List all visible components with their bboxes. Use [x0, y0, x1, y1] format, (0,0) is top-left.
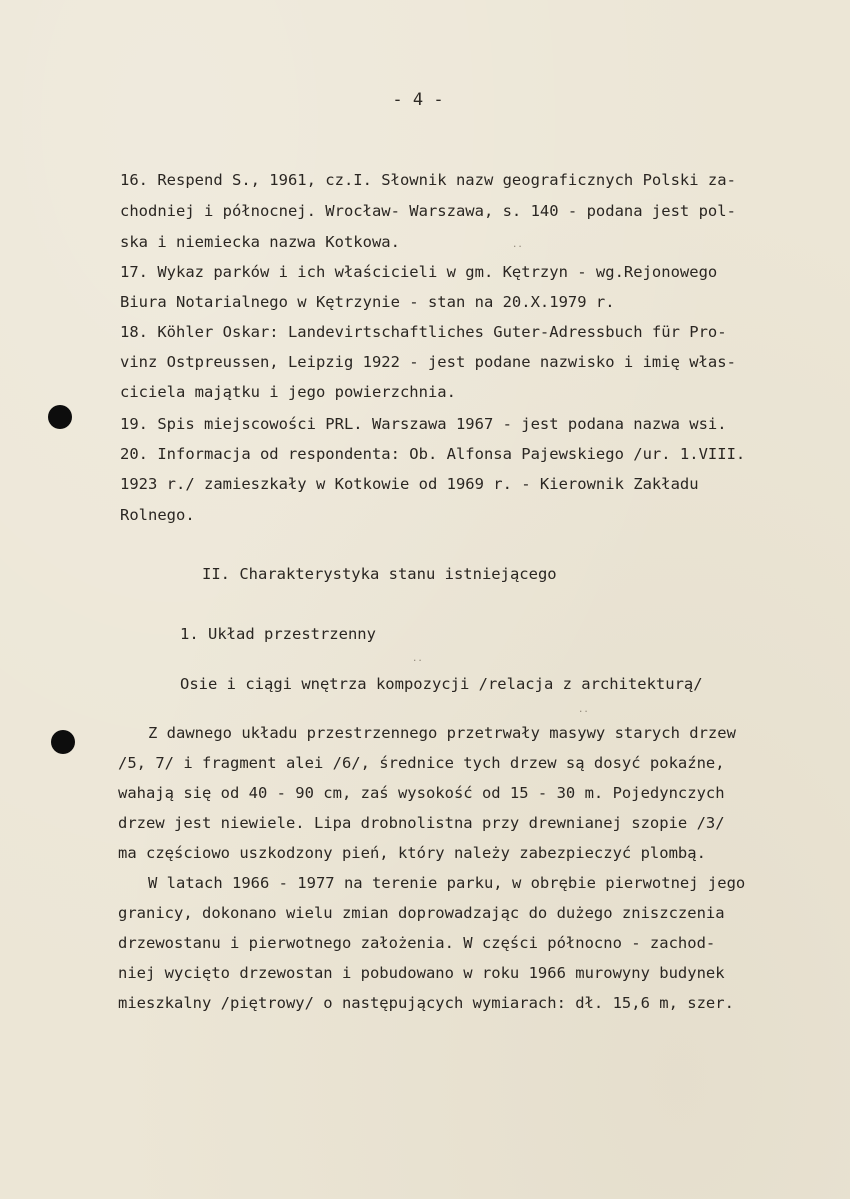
- reference-16-line-2: chodniej i północnej. Wrocław- Warszawa, s. 140 - podana jest pol-: [120, 202, 736, 220]
- reference-16-line-3: ska i niemiecka nazwa Kotkowa.: [120, 233, 400, 251]
- reference-18-line-3: ciciela majątku i jego powierzchnia.: [120, 383, 456, 401]
- stray-mark: ..: [578, 705, 589, 715]
- paragraph-1-line-3: wahają się od 40 - 90 cm, zaś wysokość od 15 - 30 m. Pojedynczych: [118, 784, 725, 802]
- reference-17-line-2: Biura Notarialnego w Kętrzynie - stan na 20.X.1979 r.: [120, 293, 615, 311]
- section-heading: II. Charakterystyka stanu istniejącego: [202, 565, 557, 583]
- reference-19-line-1: 19. Spis miejscowości PRL. Warszawa 1967 - jest podana nazwa wsi.: [120, 415, 727, 433]
- reference-20-line-2: 1923 r./ zamieszkały w Kotkowie od 1969 r. - Kierownik Zakładu: [120, 475, 699, 493]
- reference-20-line-1: 20. Informacja od respondenta: Ob. Alfonsa Pajewskiego /ur. 1.VIII.: [120, 445, 746, 463]
- punch-hole-bottom: [51, 730, 75, 754]
- subsubsection-heading: Osie i ciągi wnętrza kompozycji /relacja z architekturą/: [180, 675, 703, 693]
- paragraph-2-line-1: W latach 1966 - 1977 na terenie parku, w obrębie pierwotnej jego: [148, 874, 746, 892]
- subsection-heading: 1. Układ przestrzenny: [180, 625, 376, 643]
- reference-16-line-1: 16. Respend S., 1961, cz.I. Słownik nazw geograficznych Polski za-: [120, 171, 736, 189]
- reference-18-line-2: vinz Ostpreussen, Leipzig 1922 - jest podane nazwisko i imię włas-: [120, 353, 736, 371]
- stray-mark: ..: [412, 654, 423, 664]
- paragraph-1-line-2: /5, 7/ i fragment alei /6/, średnice tych drzew są dosyć pokaźne,: [118, 754, 725, 772]
- paragraph-2-line-4: niej wycięto drzewostan i pobudowano w roku 1966 murowyny budynek: [118, 964, 725, 982]
- paragraph-2-line-5: mieszkalny /piętrowy/ o następujących wymiarach: dł. 15,6 m, szer.: [118, 994, 734, 1012]
- paragraph-1-line-5: ma częściowo uszkodzony pień, który należy zabezpieczyć plombą.: [118, 844, 706, 862]
- paragraph-2-line-2: granicy, dokonano wielu zmian doprowadzając do dużego zniszczenia: [118, 904, 725, 922]
- reference-20-line-3: Rolnego.: [120, 506, 195, 524]
- paragraph-1-line-1: Z dawnego układu przestrzennego przetrwały masywy starych drzew: [148, 724, 736, 742]
- page-number: - 4 -: [392, 90, 444, 110]
- reference-18-line-1: 18. Köhler Oskar: Landevirtschaftliches Guter-Adressbuch für Pro-: [120, 323, 727, 341]
- reference-17-line-1: 17. Wykaz parków i ich właścicieli w gm. Kętrzyn - wg.Rejonowego: [120, 263, 718, 281]
- stray-mark: ..: [512, 240, 523, 250]
- paragraph-2-line-3: drzewostanu i pierwotnego założenia. W części północno - zachod-: [118, 934, 716, 952]
- paragraph-1-line-4: drzew jest niewiele. Lipa drobnolistna przy drewnianej szopie /3/: [118, 814, 725, 832]
- punch-hole-top: [48, 405, 72, 429]
